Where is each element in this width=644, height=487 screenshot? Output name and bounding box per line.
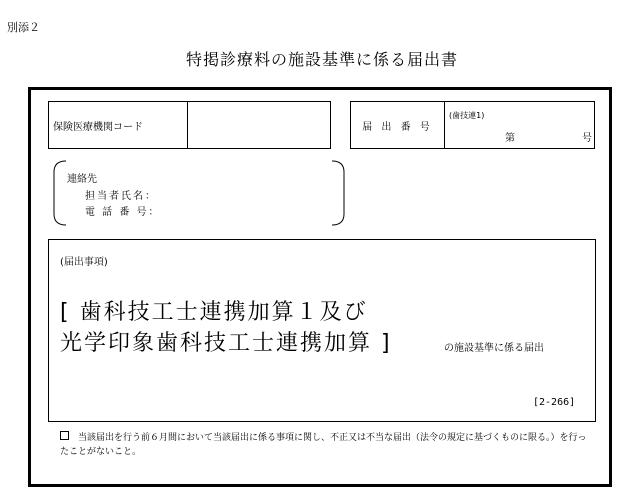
notification-number-field[interactable] xyxy=(444,101,595,149)
declaration-checkbox[interactable] xyxy=(60,431,69,440)
heading-line-1: [ 歯科技工士連携加算１及び xyxy=(60,300,368,325)
heading-line-2: 光学印象歯科技工士連携加算 ] xyxy=(60,331,392,356)
contact-phone-field[interactable]: 電 話 番 号： xyxy=(85,207,161,218)
institution-code-field[interactable] xyxy=(187,101,331,149)
annex-label: 別添２ xyxy=(7,21,40,34)
notification-number-prefix: (歯技連1) xyxy=(449,111,485,120)
page-title: 特掲診療料の施設基準に係る届出書 xyxy=(185,50,458,69)
heading-suffix: の施設基準に係る届出 xyxy=(444,343,544,354)
notification-number-dai: 第 xyxy=(505,133,515,144)
notification-number-label: 届 出 番 号 xyxy=(350,101,445,149)
contact-title: 連絡先 xyxy=(67,174,97,185)
declaration-text: 当該届出を行う前６月間において当該届出に係る事項に関し、不正又は不当な届出（法令の規定に基づくものに限る。）を行ったことがないこと。 xyxy=(60,433,587,457)
items-label: (届出事項) xyxy=(60,257,108,268)
contact-person-field[interactable]: 担当者氏名： xyxy=(85,191,157,202)
notification-number-go: 号 xyxy=(582,133,592,144)
institution-code-label: 保険医療機関コード xyxy=(48,101,188,149)
declaration-item xyxy=(60,431,594,459)
document-code: [2-266] xyxy=(533,397,576,408)
